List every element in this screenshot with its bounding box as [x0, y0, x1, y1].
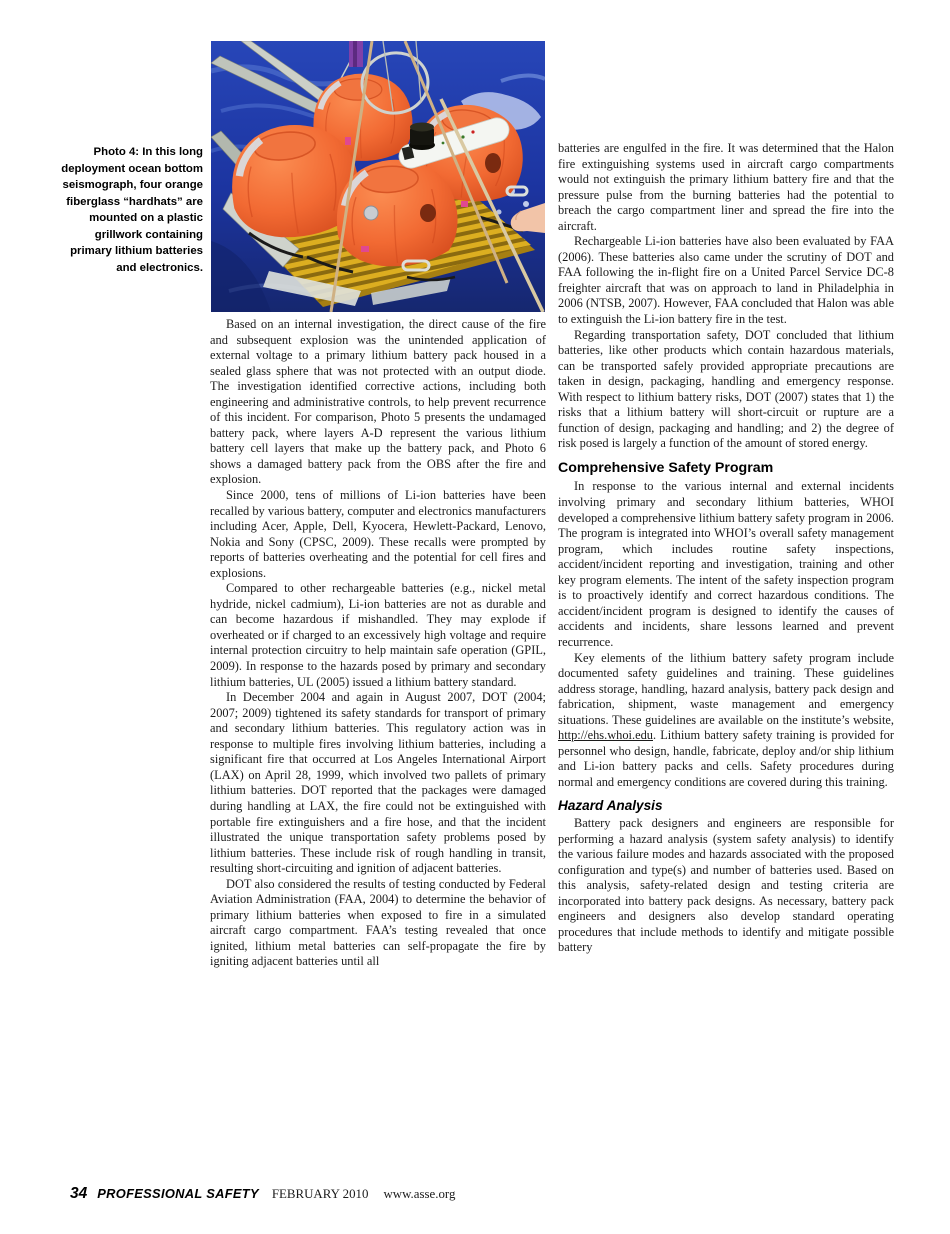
- paragraph: Battery pack designers and engineers are responsible for performing a hazard analysis (system safety analysis) to identify the various failure modes and hazards associated with the proposed configuration and type(s) and number of batteries used. Based on this analysis, safety-related design and testing criteria are incorporated into battery pack designs. As necessary, battery pack engineers and designers also develop standard operating procedures that include methods to identify and mitigate possible battery: [558, 815, 894, 955]
- paragraph: In response to the various internal and external incidents involving primary and secondary lithium batteries, WHOI developed a comprehensive lithium battery safety program in 2006. The program is integrated into WHOI’s overall safety management program, which includes routine safety inspections, accident/incident reporting and investigation, training and other key program elements. The intent of the safety inspection program is to proactively identify and correct hazardous conditions. The accident/incident program is designed to identify the causes of accidents and incidents, share lessons learned and prevent recurrence.: [558, 479, 894, 649]
- photo-4-caption: Photo 4: In this long deployment ocean bottom seismograph, four orange fiberglass “hardhats” are mounted on a plastic grillwork containing primary lithium batteries and electronics.: [61, 146, 203, 274]
- paragraph-text: Key elements of the lithium battery safety program include documented safety guidelines and training. These guidelines address storage, handling, hazard analysis, battery pack design and fabrication, shipment, waste management and emergency situations. These guidelines are available on the institute’s website,: [558, 650, 894, 727]
- paragraph-text: . Lithium battery safety training is provided for personnel who design, handle, fabricate, deploy and/or ship lithium and Li-ion battery packs and cells. Safety procedures during normal and emergency conditions are covered during this training.: [558, 728, 894, 789]
- ehs-whoi-link[interactable]: http://ehs.whoi.edu: [558, 728, 653, 743]
- heading-hazard-analysis: Hazard Analysis: [558, 798, 663, 814]
- paragraph: Regarding transportation safety, DOT concluded that lithium batteries, like other products which contain hazardous materials, can be transported safely provided appropriate precautions are taken in design, packaging, handling and emergency response. With respect to lithium battery risks, DOT (2007) states that 1) the risks that a lithium battery will short-circuit or rupture are a function of design, packaging and handling; and 2) the degree of risk posed is largely a function of the amount of stored energy.: [558, 327, 894, 451]
- paragraph: batteries are engulfed in the fire. It was determined that the Halon fire extinguishing systems used in aircraft cargo compartments would not extinguish the primary lithium battery fire and that the pressure pulse from the burning batteries had the potential to breach the cargo compartment liner and spread the fire into the aircraft.: [558, 141, 894, 233]
- paragraph: In December 2004 and again in August 2007, DOT (2004; 2007; 2009) tightened its safety standards for transport of primary and secondary lithium batteries. This regulatory action was in response to multiple fires involving lithium batteries, including a significant fire that occurred at Los Angeles International Airport (LAX) on April 28, 1999, which involved two pallets of primary lithium batteries. DOT reported that the packages were damaged during handling at LAX, the fire could not be extinguished with portable fire extinguishers and a fire hose, and that the incident illustrated the unique transportation safety problems posed by lithium batteries. These include risk of rough handling in transit, resulting short-circuiting and ignition of adjacent batteries.: [210, 690, 546, 876]
- magazine-name: PROFESSIONAL SAFETY: [97, 1186, 259, 1201]
- paragraph: Based on an internal investigation, the direct cause of the fire and subsequent explosion was the unintended application of external voltage to a primary lithium battery pack housed in a sealed glass sphere that was not protected with an output diode. The investigation identified corrective actions, including both engineering and administrative controls, to help prevent recurrence of this incident. For comparison, Photo 5 presents the undamaged battery pack, where layers A-D represent the various lithium battery cell layers that make up the battery pack, and Photo 6 shows a damaged battery pack from the OBS after the fire and explosion.: [210, 317, 546, 487]
- page-footer: [70, 1185, 455, 1203]
- website-url: www.asse.org: [383, 1187, 456, 1201]
- paragraph: DOT also considered the results of testing conducted by Federal Aviation Administration (FAA, 2004) to determine the behavior of primary lithium batteries when exposed to fire in a simulated aircraft cargo compartment. FAA’s testing revealed that once ignited, lithium metal batteries can self-propagate the fire by igniting adjacent batteries until all: [210, 876, 546, 969]
- issue-date: FEBRUARY 2010: [271, 1187, 369, 1201]
- paragraph: [558, 651, 894, 791]
- right-column: [558, 141, 894, 1183]
- paragraph: Since 2000, tens of millions of Li-ion batteries have been recalled by various battery, computer and electronics manufacturers including Acer, Apple, Dell, Kyocera, Hewlett-Packard, Lenovo, Nokia and Sony (CPSC, 2009). These recalls were prompted by reports of batteries overheating and the potential for cell fires and explosions.: [210, 488, 546, 580]
- paragraph: Rechargeable Li-ion batteries have also been evaluated by FAA (2006). These batteries also came under the scrutiny of DOT and FAA following the in-flight fire on a United Parcel Service DC-8 freighter aircraft that was on approach to land in Philadelphia in 2006 (NTSB, 2007). However, FAA concluded that Halon was able to extinguish the Li-ion battery fire in the test.: [558, 234, 894, 327]
- page-number: 34: [70, 1185, 88, 1202]
- photo-4-image: [211, 41, 545, 312]
- photo-4: [211, 41, 545, 312]
- heading-comprehensive-safety-program: Comprehensive Safety Program: [558, 459, 774, 476]
- paragraph: Compared to other rechargeable batteries (e.g., nickel metal hydride, nickel cadmium), Li-ion batteries are not as durable and can become hazardous if mishandled. They may explode if overheated or if charged to an excessively high voltage and require internal protection circuitry to help maintain safe operation (GPIL, 2009). In response to the hazards posed by primary and secondary lithium batteries, UL (2005) issued a lithium battery standard.: [210, 581, 546, 689]
- left-column: [210, 317, 546, 1179]
